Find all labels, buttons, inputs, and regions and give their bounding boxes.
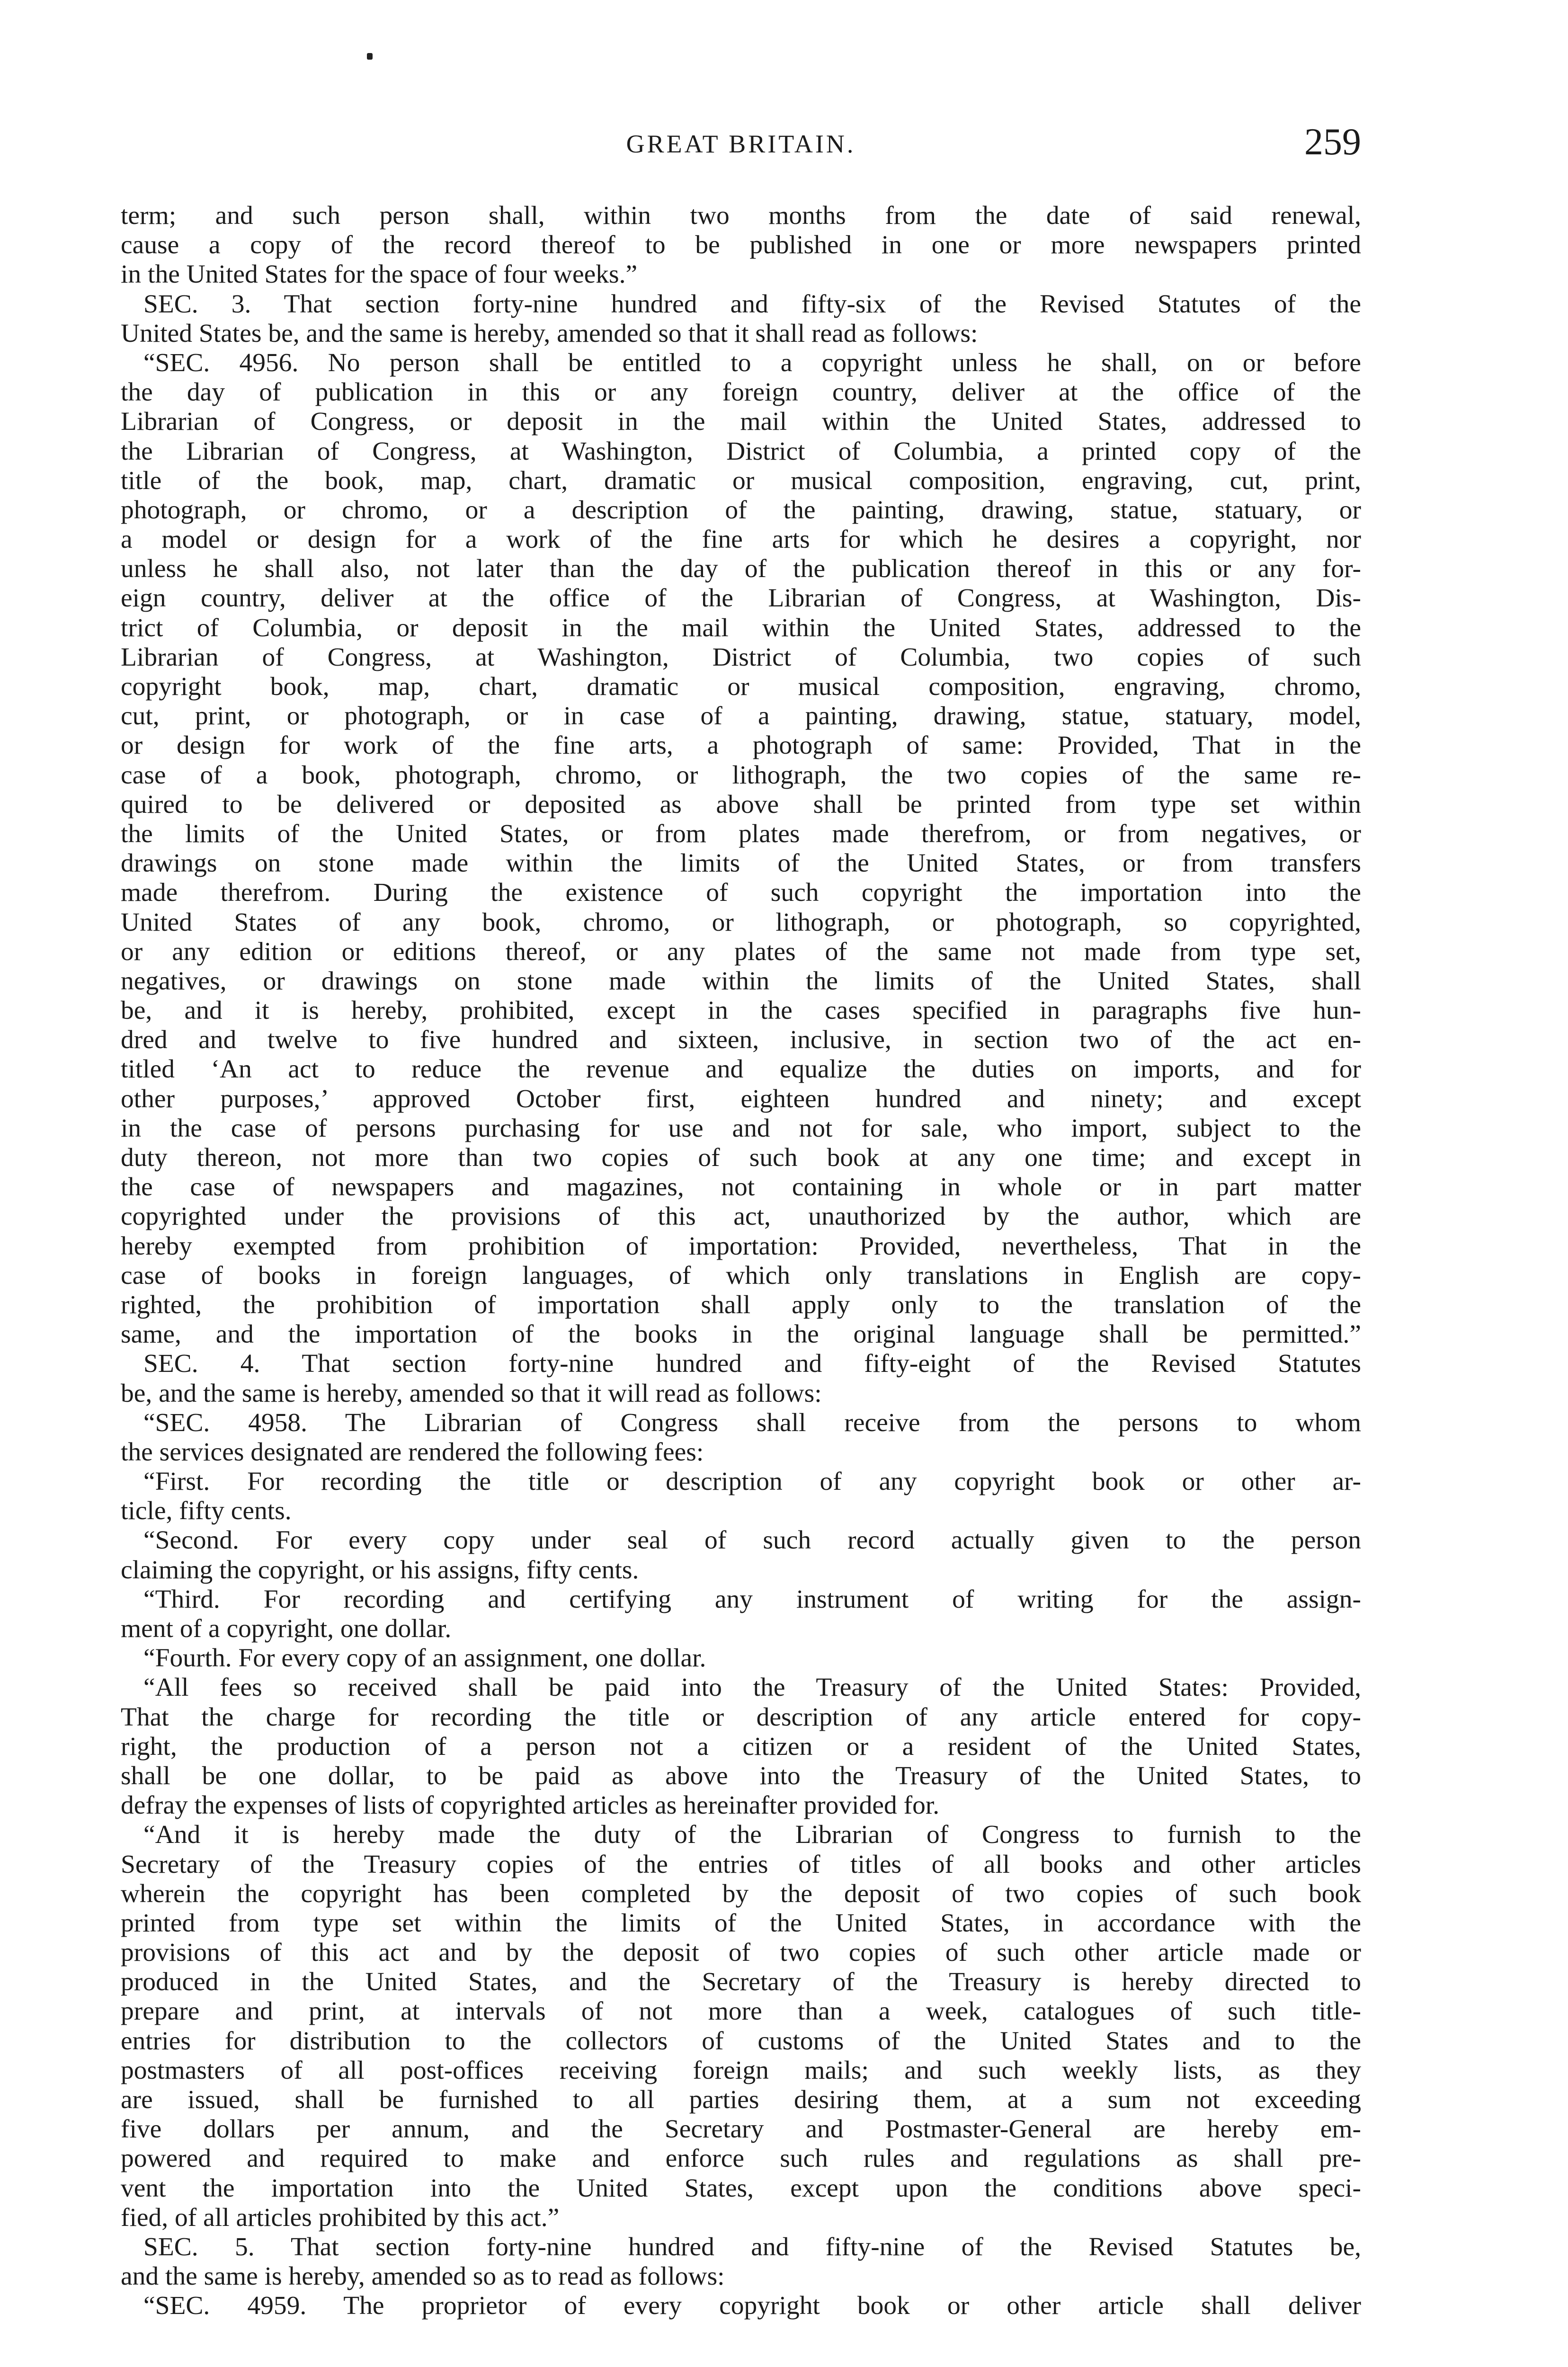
- text-line: “First. For recording the title or description of any copyright book or other ar-: [143, 1467, 1361, 1496]
- text-line: quired to be delivered or deposited as above shall be printed from type set within: [121, 790, 1361, 819]
- text-line: ment of a copyright, one dollar.: [121, 1614, 452, 1643]
- text-line: drawings on stone made within the limits of the United States, or from transfers: [121, 849, 1361, 878]
- text-line: the services designated are rendered the following fees:: [121, 1437, 704, 1467]
- text-line: or any edition or editions thereof, or any plates of the same not made from type set,: [121, 937, 1361, 966]
- text-line: prepare and print, at intervals of not more than a week, catalogues of such title-: [121, 1997, 1361, 2026]
- text-line: Librarian of Congress, or deposit in the mail within the United States, addressed to: [121, 407, 1361, 436]
- text-line: United States be, and the same is hereby, amended so that it shall read as follows:: [121, 319, 978, 348]
- text-line: title of the book, map, chart, dramatic or musical composition, engraving, cut, print,: [121, 466, 1361, 495]
- text-line: right, the production of a person not a citizen or a resident of the United States,: [121, 1732, 1361, 1761]
- text-line: negatives, or drawings on stone made within the limits of the United States, shall: [121, 966, 1361, 996]
- text-line: the case of newspapers and magazines, not containing in whole or in part matter: [121, 1173, 1361, 1202]
- text-line: copyrighted under the provisions of this act, unauthorized by the author, which are: [121, 1202, 1361, 1231]
- text-line: a model or design for a work of the fine arts for which he desires a copyright, nor: [121, 525, 1361, 554]
- text-line: righted, the prohibition of importation shall apply only to the translation of the: [121, 1290, 1361, 1319]
- text-line: Secretary of the Treasury copies of the entries of titles of all books and other articles: [121, 1850, 1361, 1879]
- text-line: produced in the United States, and the Secretary of the Treasury is hereby directed to: [121, 1967, 1361, 1997]
- text-line: SEC. 3. That section forty-nine hundred and fifty-six of the Revised Statutes of the: [143, 289, 1361, 319]
- text-line: photograph, or chromo, or a description of the painting, drawing, statue, statuary, or: [121, 495, 1361, 525]
- text-line: made therefrom. During the existence of such copyright the importation into the: [121, 878, 1361, 908]
- text-line: “SEC. 4958. The Librarian of Congress shall receive from the persons to whom: [143, 1408, 1361, 1437]
- text-line: or design for work of the fine arts, a photograph of same: Provided, That in the: [121, 731, 1361, 760]
- text-line: copyright book, map, chart, dramatic or musical composition, engraving, chromo,: [121, 672, 1361, 701]
- text-line: cut, print, or photograph, or in case of a painting, drawing, statue, statuary, model,: [121, 702, 1361, 731]
- text-line: wherein the copyright has been completed by the deposit of two copies of such book: [121, 1879, 1361, 1908]
- text-line: defray the expenses of lists of copyrighted articles as hereinafter provided for.: [121, 1791, 940, 1820]
- text-line: SEC. 5. That section forty-nine hundred and fifty-nine of the Revised Statutes be,: [143, 2232, 1361, 2261]
- text-line: trict of Columbia, or deposit in the mail within the United States, addressed to the: [121, 613, 1361, 642]
- text-line: postmasters of all post-offices receiving foreign mails; and such weekly lists, as they: [121, 2056, 1361, 2085]
- text-line: case of books in foreign languages, of which only translations in English are copy-: [121, 1261, 1361, 1290]
- text-line: United States of any book, chromo, or lithograph, or photograph, so copyrighted,: [121, 908, 1361, 937]
- text-line: unless he shall also, not later than the day of the publication thereof in this or any for-: [121, 554, 1361, 584]
- text-line: provisions of this act and by the deposit of two copies of such other article made or: [121, 1938, 1361, 1967]
- body-text: [121, 201, 1361, 2321]
- text-line: other purposes,’ approved October first, eighteen hundred and ninety; and except: [121, 1084, 1361, 1113]
- text-line: “Second. For every copy under seal of such record actually given to the person: [143, 1526, 1361, 1555]
- text-line: in the United States for the space of four weeks.”: [121, 260, 638, 289]
- text-line: the day of publication in this or any foreign country, deliver at the office of the: [121, 378, 1361, 407]
- text-line: “Fourth. For every copy of an assignment, one dollar.: [143, 1644, 706, 1673]
- text-line: Librarian of Congress, at Washington, District of Columbia, two copies of such: [121, 642, 1361, 672]
- text-line: “SEC. 4959. The proprietor of every copyright book or other article shall deliver: [143, 2291, 1361, 2321]
- text-line: the limits of the United States, or from plates made therefrom, or from negatives, or: [121, 819, 1361, 848]
- text-line: shall be one dollar, to be paid as above into the Treasury of the United States, to: [121, 1761, 1361, 1790]
- text-line: SEC. 4. That section forty-nine hundred and fifty-eight of the Revised Statutes: [143, 1349, 1361, 1379]
- running-title: GREAT BRITAIN.: [626, 130, 856, 158]
- text-line: eign country, deliver at the office of the Librarian of Congress, at Washington, Dis-: [121, 584, 1361, 613]
- text-line: powered and required to make and enforce such rules and regulations as shall pre-: [121, 2144, 1361, 2173]
- text-line: dred and twelve to five hundred and sixteen, inclusive, in section two of the act en-: [121, 1025, 1361, 1055]
- page-number: 259: [1304, 121, 1361, 163]
- text-line: ticle, fifty cents.: [121, 1496, 292, 1526]
- text-line: That the charge for recording the title or description of any article entered for copy-: [121, 1702, 1361, 1732]
- text-line: fied, of all articles prohibited by this act.”: [121, 2203, 560, 2232]
- text-line: term; and such person shall, within two months from the date of said renewal,: [121, 201, 1361, 230]
- text-line: claiming the copyright, or his assigns, fifty cents.: [121, 1555, 639, 1584]
- text-line: titled ‘An act to reduce the revenue and equalize the duties on imports, and for: [121, 1055, 1361, 1084]
- text-line: duty thereon, not more than two copies of such book at any one time; and except in: [121, 1143, 1361, 1172]
- text-line: five dollars per annum, and the Secretary and Postmaster-General are hereby em-: [121, 2115, 1361, 2144]
- text-line: be, and it is hereby, prohibited, except in the cases specified in paragraphs five hun-: [121, 996, 1361, 1025]
- text-line: in the case of persons purchasing for use and not for sale, who import, subject to the: [121, 1113, 1361, 1143]
- text-line: “Third. For recording and certifying any instrument of writing for the assign-: [143, 1584, 1361, 1614]
- text-line: cause a copy of the record thereof to be published in one or more newspapers printed: [121, 231, 1361, 260]
- text-line: vent the importation into the United States, except upon the conditions above speci-: [121, 2173, 1361, 2203]
- text-line: be, and the same is hereby, amended so that it will read as follows:: [121, 1379, 822, 1408]
- text-line: “SEC. 4956. No person shall be entitled to a copyright unless he shall, on or before: [143, 348, 1361, 377]
- text-line: and the same is hereby, amended so as to read as follows:: [121, 2262, 725, 2291]
- text-line: hereby exempted from prohibition of importation: Provided, nevertheless, That in the: [121, 1231, 1361, 1261]
- text-line: the Librarian of Congress, at Washington, District of Columbia, a printed copy of the: [121, 436, 1361, 466]
- text-line: same, and the importation of the books in the original language shall be permitted.”: [121, 1320, 1361, 1349]
- page-header: [121, 121, 1361, 168]
- ink-speck: [367, 53, 373, 60]
- text-line: are issued, shall be furnished to all parties desiring them, at a sum not exceeding: [121, 2085, 1361, 2114]
- text-line: entries for distribution to the collectors of customs of the United States and to the: [121, 2026, 1361, 2056]
- text-line: “And it is hereby made the duty of the Librarian of Congress to furnish to the: [143, 1820, 1361, 1850]
- text-line: case of a book, photograph, chromo, or lithograph, the two copies of the same re-: [121, 760, 1361, 790]
- text-line: “All fees so received shall be paid into the Treasury of the United States: Provided,: [143, 1673, 1361, 1702]
- text-line: printed from type set within the limits of the United States, in accordance with the: [121, 1908, 1361, 1938]
